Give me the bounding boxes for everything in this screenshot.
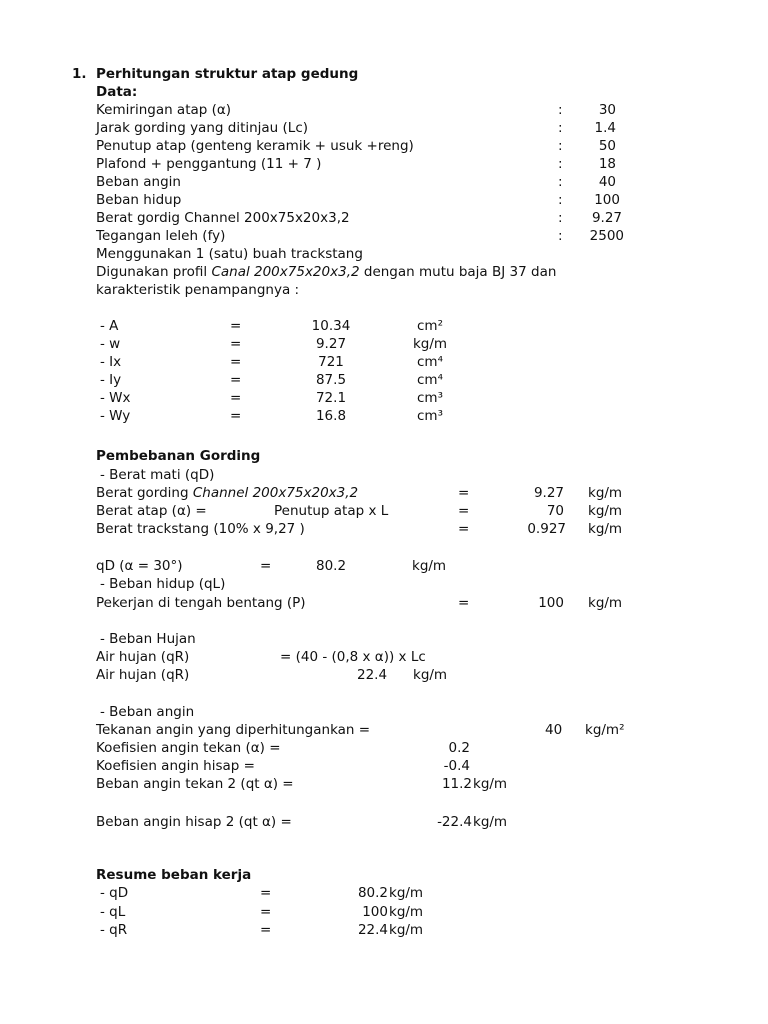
tekanan-value: 40 [545,722,563,738]
resume-name: - qR [100,922,128,938]
gording-label-italic: Channel 200x75x20x3,2 [192,485,359,501]
data-row-value: 40 [598,174,616,190]
property-name: - A [100,318,119,334]
data-row-value: 2500 [589,228,624,244]
angin-label: - Beban angin [100,704,195,720]
beban-hisap-unit: kg/m [473,814,508,830]
property-name: - Iy [100,372,122,388]
data-row-value: 18 [598,156,616,172]
data-row-sep: : [558,120,563,136]
resume-name: - qL [100,904,126,920]
pekerja-value: 100 [538,595,564,611]
beban-tekan-label: Beban angin tekan 2 (qt α) = [96,776,294,792]
koef-hisap-value: -0.4 [443,758,470,774]
property-eq: = [230,336,242,352]
trackstang-weight-label: Berat trackstang (10% x 9,27 ) [96,521,305,537]
property-unit: cm³ [417,408,443,424]
data-row-sep: : [558,174,563,190]
atap-unit: kg/m [588,503,623,519]
data-row-value: 50 [598,138,616,154]
data-row-label: Tegangan leleh (fy) [96,228,226,244]
property-value: 87.5 [315,372,347,388]
koef-hisap-label: Koefisien angin hisap = [96,758,255,774]
section-number: 1. [72,66,87,82]
hujan-label: - Beban Hujan [100,631,196,647]
resume-eq: = [260,885,272,901]
pekerja-label: Pekerjan di tengah bentang (P) [96,595,306,611]
dead-load-label: - Berat mati (qD) [100,467,215,483]
koef-tekan-value: 0.2 [448,740,470,756]
resume-unit: kg/m [389,885,424,901]
profile-post: dengan mutu baja BJ 37 dan [359,264,557,280]
beban-hisap-value: -22.4 [437,814,472,830]
property-eq: = [230,390,242,406]
resume-eq: = [260,922,272,938]
air-hujan-unit: kg/m [413,667,448,683]
air-hujan-label: Air hujan (qR) [96,649,190,665]
profile-description-line2: karakteristik penampangnya : [96,282,300,298]
trackstang-value: 0.927 [527,521,566,537]
resume-name: - qD [100,885,129,901]
property-unit: cm⁴ [417,354,443,370]
property-value: 9.27 [315,336,347,352]
property-value: 721 [318,354,344,370]
resume-value: 80.2 [357,885,388,901]
live-load-label: - Beban hidup (qL) [100,576,226,592]
property-name: - w [100,336,121,352]
tekanan-unit: kg/m² [585,722,625,738]
data-row-sep: : [558,192,563,208]
property-eq: = [230,372,242,388]
data-row-value: 30 [598,102,616,118]
trackstang-eq: = [458,521,470,537]
data-row-value: 1.4 [594,120,616,136]
data-row-label: Kemiringan atap (α) [96,102,232,118]
data-row-label: Beban angin [96,174,181,190]
gording-value: 9.27 [533,485,564,501]
section-title: Perhitungan struktur atap gedung [96,66,359,82]
data-row-sep: : [558,102,563,118]
property-unit: cm² [417,318,443,334]
data-row-value: 100 [594,192,620,208]
profile-description [96,263,556,281]
pekerja-unit: kg/m [588,595,623,611]
gording-eq: = [458,485,470,501]
trackstang-unit: kg/m [588,521,623,537]
property-unit: cm⁴ [417,372,443,388]
resume-unit: kg/m [389,904,424,920]
trackstang-note: Menggunakan 1 (satu) buah trackstang [96,246,363,262]
property-value: 10.34 [311,318,351,334]
pekerja-eq: = [458,595,470,611]
data-label: Data: [96,84,138,100]
qd-unit: kg/m [412,558,447,574]
koef-tekan-label: Koefisien angin tekan (α) = [96,740,281,756]
gording-unit: kg/m [588,485,623,501]
property-name: - Wy [100,408,131,424]
gording-label-pre: Berat gording [96,485,193,501]
data-row-sep: : [558,138,563,154]
data-row-label: Beban hidup [96,192,182,208]
resume-value: 100 [362,904,388,920]
tekanan-label: Tekanan angin yang diperhitungankan = [96,722,371,738]
data-row-sep: : [558,228,563,244]
property-eq: = [230,354,242,370]
atap-weight-label: Berat atap (α) = [96,503,207,519]
pembebanan-title: Pembebanan Gording [96,448,261,464]
resume-unit: kg/m [389,922,424,938]
data-row-value: 9.27 [591,210,622,226]
beban-tekan-unit: kg/m [473,776,508,792]
data-row-label: Penutup atap (genteng keramik + usuk +reng) [96,138,414,154]
beban-tekan-value: 11.2 [441,776,472,792]
data-row-label: Jarak gording yang ditinjau (Lc) [96,120,309,136]
qd-label: qD (α = 30°) [96,558,183,574]
resume-title: Resume beban kerja [96,867,252,883]
property-eq: = [230,318,242,334]
resume-eq: = [260,904,272,920]
atap-eq: = [458,503,470,519]
qd-eq: = [260,558,272,574]
qd-value: 80.2 [316,558,347,574]
air-hujan-result-label: Air hujan (qR) [96,667,190,683]
beban-hisap-label: Beban angin hisap 2 (qt α) = [96,814,292,830]
profile-pre: Digunakan profil [96,264,212,280]
property-name: - Wx [100,390,131,406]
air-hujan-value: 22.4 [357,667,388,683]
property-name: - Ix [100,354,122,370]
property-value: 72.1 [315,390,347,406]
data-row-label: Plafond + penggantung (11 + 7 ) [96,156,322,172]
property-unit: kg/m [412,336,448,352]
property-value: 16.8 [315,408,347,424]
data-row-sep: : [558,156,563,172]
atap-formula: Penutup atap x L [274,503,389,519]
gording-weight-label [96,484,358,502]
data-row-sep: : [558,210,563,226]
profile-name: Canal 200x75x20x3,2 [211,264,360,280]
property-eq: = [230,408,242,424]
atap-value: 70 [546,503,564,519]
air-hujan-formula: = (40 - (0,8 x α)) x Lc [280,649,426,665]
data-row-label: Berat gordig Channel 200x75x20x3,2 [96,210,350,226]
property-unit: cm³ [417,390,443,406]
resume-value: 22.4 [357,922,388,938]
